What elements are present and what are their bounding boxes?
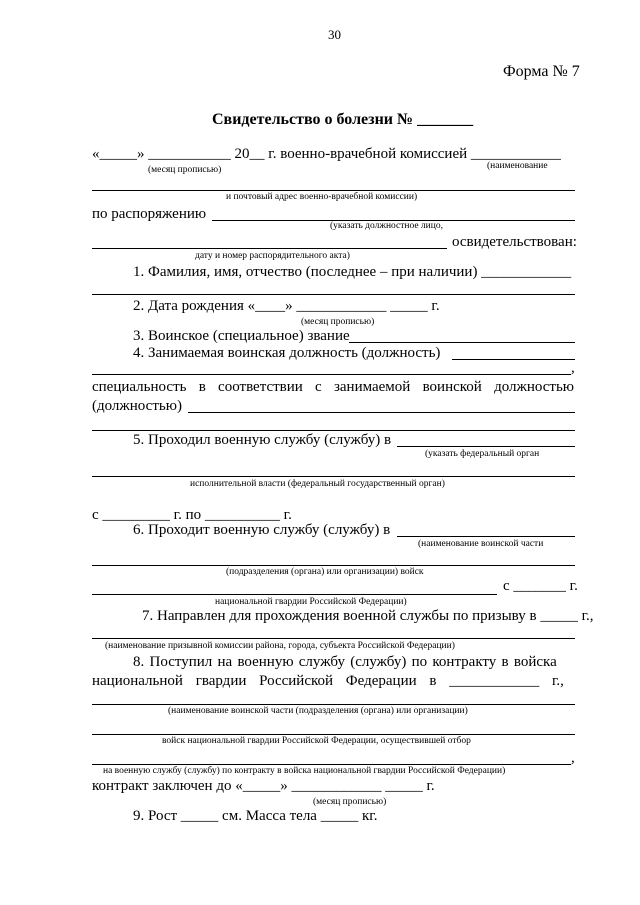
contract-unit-hint: (наименование воинской части (подразделения (органа) или организации) (168, 706, 468, 716)
item-6-serving-in: 6. Проходит военную службу (службу) в (133, 522, 391, 538)
serving-in-line (397, 536, 575, 537)
federal-organ-hint: (указать федеральный орган (425, 449, 540, 459)
conscription-line (92, 638, 575, 639)
contract-unit-line-2 (92, 734, 575, 735)
contract-unit-line (92, 704, 575, 705)
national-guard-hint: национальной гвардии Российской Федерации) (215, 597, 407, 607)
form-label: Форма № 7 (503, 63, 580, 80)
by-order-label: по распоряжению (92, 206, 207, 222)
date-line: «_____» ___________ 20__ г. военно-врачебной комиссией ____________ (92, 146, 561, 162)
served-organ-line (92, 476, 575, 477)
official-hint: (указать должностное лицо, (330, 221, 443, 231)
serving-since: с _______ г. (503, 578, 578, 594)
commission-address-hint: и почтовый адрес военно-врачебной комиссии) (226, 192, 418, 202)
item-5-served-in: 5. Проходил военную службу (службу) в (133, 432, 392, 448)
examined-label: освидетельствован: (452, 234, 577, 250)
item-9-height-weight: 9. Рост _____ см. Масса тела _____ кг. (133, 808, 378, 824)
commission-name-hint: (наименование (487, 161, 548, 171)
specialty-line-1: специальность в соответствии с занимаемой воинской должностью (92, 379, 575, 395)
item-2-birth-date: 2. Дата рождения «____» ____________ _____ г. (133, 298, 440, 314)
rank-line (349, 342, 575, 343)
unit-subdivision-line (92, 594, 497, 595)
unit-subdivision-hint: (подразделения (органа) или организации) войск (226, 567, 424, 577)
position-comma: , (571, 360, 575, 376)
specialty-field-line (188, 412, 575, 413)
birth-month-hint: (месяц прописью) (301, 317, 375, 327)
item-1-fullname: 1. Фамилия, имя, отчество (последнее – при наличии) ____________ (133, 264, 572, 280)
document-title: Свидетельство о болезни № _______ (212, 111, 474, 128)
month-hint: (месяц прописью) (148, 165, 222, 175)
act-hint: дату и номер распорядительного акта) (195, 251, 350, 261)
military-unit-hint: (наименование воинской части (418, 539, 544, 549)
item-3-rank: 3. Воинское (специальное) звание (133, 328, 350, 344)
contract-until: контракт заключен до «_____» ____________ _____ г. (92, 778, 435, 794)
contract-month-hint: (месяц прописью) (313, 797, 387, 807)
position-line-2 (92, 374, 571, 375)
served-in-line (397, 446, 575, 447)
selection-line (92, 764, 571, 765)
specialty-field-line-2 (92, 430, 575, 431)
fullname-line (92, 294, 575, 295)
commission-name-line (92, 190, 575, 191)
specialty-line-2: (должностью) (92, 398, 182, 414)
conscription-commission-hint: (наименование призывной комиссии района, города, субъекта Российской Федерации) (105, 641, 455, 651)
item-7-conscription: 7. Направлен для прохождения военной службы по призыву в _____ г., (142, 608, 594, 624)
military-unit-line (92, 565, 575, 566)
service-period: с _________ г. по __________ г. (92, 507, 292, 523)
federal-organ-hint-2: исполнительной власти (федеральный государственный орган) (190, 479, 445, 489)
item-8-contract-line-1: 8. Поступил на военную службу (службу) по контракту в войска (133, 654, 557, 670)
contract-service-hint: на военную службу (службу) по контракту в войска национальной гвардии Российской Федерации) (103, 766, 506, 776)
selection-comma: , (571, 750, 575, 766)
act-line (92, 248, 447, 249)
position-line (452, 359, 575, 360)
item-8-contract-line-2: национальной гвардии Российской Федерации в ____________ г., (92, 673, 564, 689)
selection-hint: войск национальной гвардии Российской Федерации, осуществившей отбор (162, 736, 471, 746)
page-number: 30 (328, 27, 341, 42)
item-4-position: 4. Занимаемая воинская должность (должность) (133, 345, 441, 361)
